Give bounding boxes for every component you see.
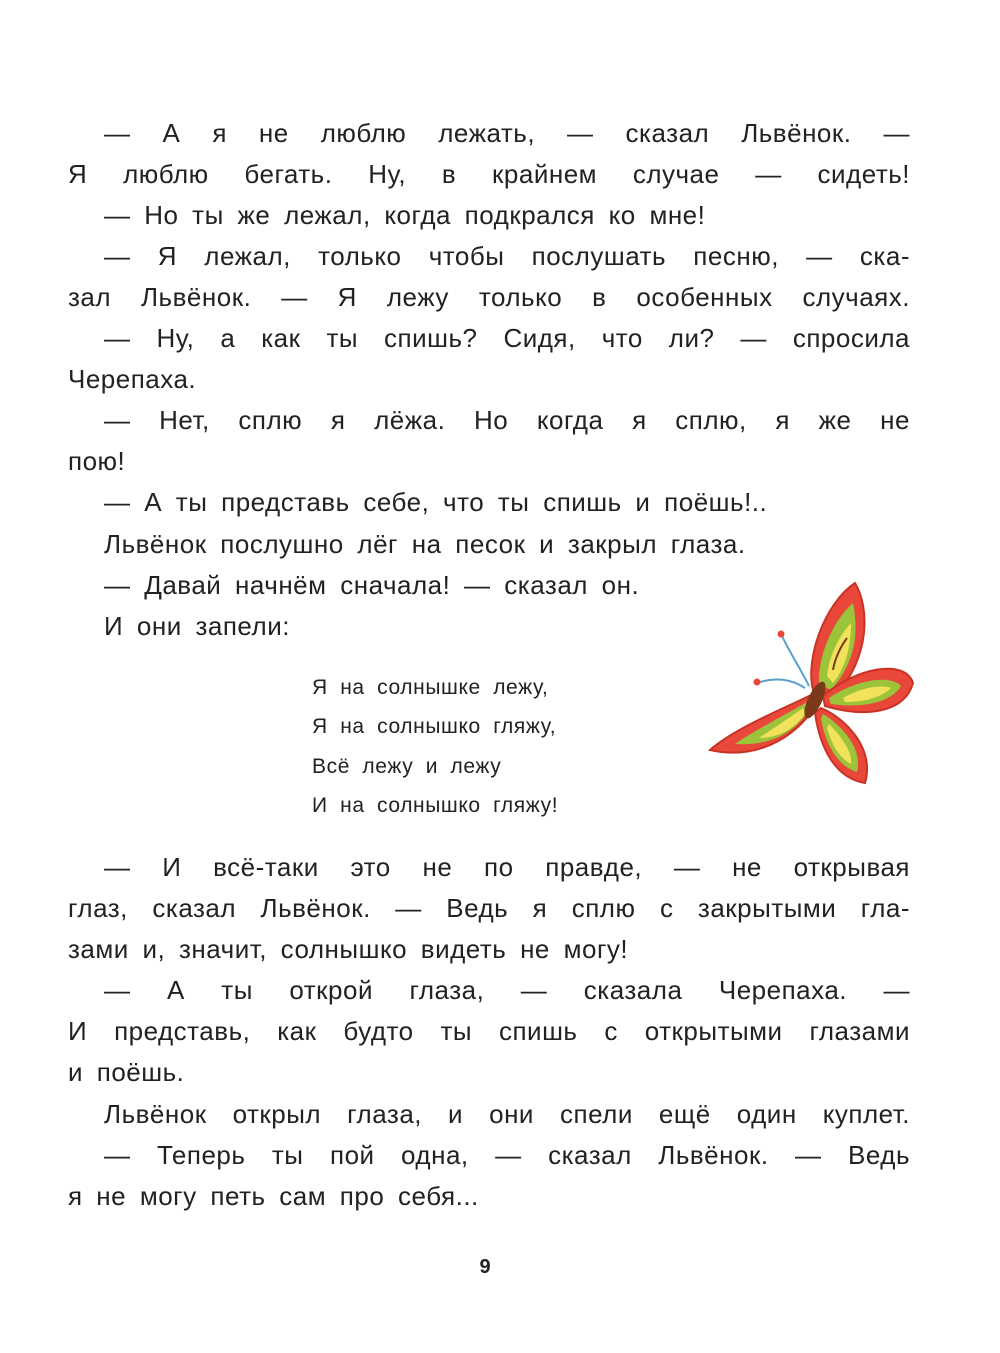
text-line: Львёнок послушно лёг на песок и закрыл глаза. [104, 529, 746, 559]
text-line: И они запели: [104, 611, 290, 641]
text-line: я не могу петь сам про себя... [68, 1181, 479, 1211]
text-line: Черепаха. [68, 364, 197, 394]
text-line: — Нет, сплю я лёжа. Но когда я сплю, я же не [104, 405, 910, 435]
page-number: 9 [479, 1256, 491, 1278]
text-line: Я люблю бегать. Ну, в крайнем случае — сидеть! [68, 159, 910, 189]
text-line: — А я не люблю лежать, — сказал Львёнок. — [104, 118, 910, 148]
text-line: Львёнок открыл глаза, и они спели ещё один куплет. [104, 1099, 910, 1129]
text-line: глаз, сказал Львёнок. — Ведь я сплю с закрытыми гла- [68, 893, 910, 923]
text-line: — Но ты же лежал, когда подкрался ко мне! [104, 200, 706, 230]
text-line: — Давай начнём сначала! — сказал он. [104, 570, 640, 600]
verse-line: Я на солнышко гляжу, [312, 715, 557, 738]
text-line: зами и, значит, солнышко видеть не могу! [68, 934, 629, 964]
text-line: зал Львёнок. — Я лежу только в особенных случаях. [68, 282, 910, 312]
verse-line: И на солнышко гляжу! [312, 794, 559, 817]
text-line: и поёшь. [68, 1057, 185, 1087]
verse-line: Всё лежу и лежу [312, 755, 502, 778]
text-line: — А ты открой глаза, — сказала Черепаха. — [104, 975, 910, 1005]
text-line: — И всё-таки это не по правде, — не открывая [104, 852, 910, 882]
text-line: — А ты представь себе, что ты спишь и поёшь!.. [104, 487, 768, 517]
text-line: — Теперь ты пой одна, — сказал Львёнок. — Ведь [104, 1140, 910, 1170]
text-line: пою! [68, 446, 126, 476]
butterfly-illustration [705, 578, 920, 793]
text-line: — Ну, а как ты спишь? Сидя, что ли? — спросила [104, 323, 910, 353]
verse-line: Я на солнышке лежу, [312, 676, 549, 699]
text-line: И представь, как будто ты спишь с открытыми глазами [68, 1016, 910, 1046]
text-line: — Я лежал, только чтобы послушать песню, — ска- [104, 241, 910, 271]
